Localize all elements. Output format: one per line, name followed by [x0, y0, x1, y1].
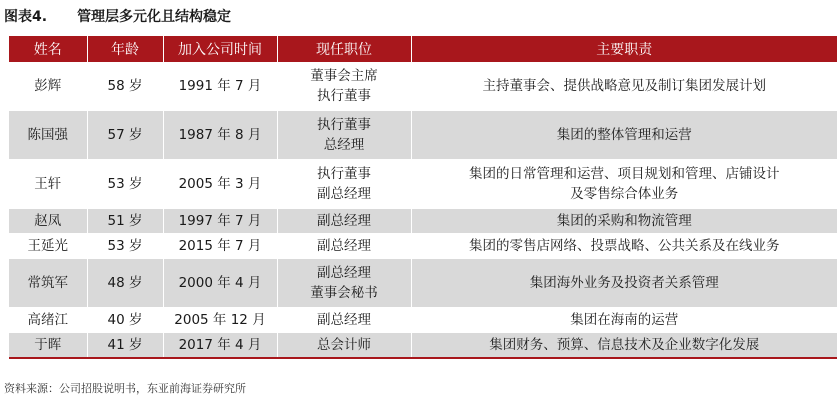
cell-position	[277, 62, 411, 111]
position-line: 执行董事	[317, 88, 371, 104]
table-row	[9, 234, 837, 259]
header-name: 姓名	[9, 36, 87, 62]
cell-position	[277, 209, 411, 234]
position-line: 董事会主席	[310, 68, 378, 84]
table-row	[9, 62, 837, 111]
cell-name: 于晖	[9, 333, 87, 359]
position-line: 副总经理	[317, 186, 371, 202]
cell-age: 51 岁	[87, 209, 163, 234]
cell-joined: 2017 年 4 月	[163, 333, 277, 359]
position-line: 副总经理	[317, 238, 371, 254]
duty-line: 集团的零售店网络、投票战略、公共关系及在线业务	[469, 238, 780, 254]
cell-duty	[411, 62, 837, 111]
cell-duty	[411, 209, 837, 234]
cell-joined: 1991 年 7 月	[163, 62, 277, 111]
table-header-row	[9, 36, 837, 62]
cell-duty	[411, 308, 837, 333]
duty-line: 集团财务、预算、信息技术及企业数字化发展	[489, 337, 760, 353]
cell-position	[277, 160, 411, 209]
position-line: 总经理	[323, 137, 365, 153]
duty-line: 及零售综合体业务	[570, 186, 679, 202]
cell-position	[277, 259, 411, 308]
position-line: 董事会秘书	[310, 285, 378, 301]
header-age: 年龄	[87, 36, 163, 62]
cell-name: 彭辉	[9, 62, 87, 111]
position-line: 总会计师	[317, 337, 371, 353]
position-line: 副总经理	[317, 265, 371, 281]
cell-joined: 2015 年 7 月	[163, 234, 277, 259]
cell-duty	[411, 160, 837, 209]
table-row	[9, 259, 837, 308]
figure-number: 图表4.	[4, 9, 48, 25]
cell-duty	[411, 333, 837, 359]
cell-duty	[411, 259, 837, 308]
duty-line: 集团的整体管理和运营	[556, 127, 692, 143]
source-note: 资料来源：公司招股说明书，东亚前海证券研究所	[4, 382, 246, 395]
cell-joined: 2005 年 3 月	[163, 160, 277, 209]
management-table	[9, 36, 837, 359]
table-row	[9, 333, 837, 359]
duty-line: 集团在海南的运营	[570, 312, 679, 328]
cell-joined: 2000 年 4 月	[163, 259, 277, 308]
cell-joined: 2005 年 12 月	[163, 308, 277, 333]
cell-position	[277, 111, 411, 160]
cell-age: 40 岁	[87, 308, 163, 333]
duty-line: 集团的采购和物流管理	[556, 213, 692, 229]
cell-age: 48 岁	[87, 259, 163, 308]
duty-line: 主持董事会、提供战略意见及制订集团发展计划	[482, 78, 766, 94]
duty-line: 集团的日常管理和运营、项目规划和管理、店铺设计	[469, 166, 780, 182]
header-position: 现任职位	[277, 36, 411, 62]
figure-caption: 管理层多元化且结构稳定	[77, 9, 232, 25]
header-duty: 主要职责	[411, 36, 837, 62]
cell-name: 王延光	[9, 234, 87, 259]
figure-title	[4, 7, 231, 27]
table-row	[9, 209, 837, 234]
position-line: 副总经理	[317, 312, 371, 328]
cell-duty	[411, 111, 837, 160]
cell-position	[277, 333, 411, 359]
cell-name: 陈国强	[9, 111, 87, 160]
cell-age: 41 岁	[87, 333, 163, 359]
position-line: 副总经理	[317, 213, 371, 229]
position-line: 执行董事	[317, 166, 371, 182]
header-joined: 加入公司时间	[163, 36, 277, 62]
duty-line: 集团海外业务及投资者关系管理	[529, 275, 719, 291]
cell-name: 常筑军	[9, 259, 87, 308]
cell-age: 53 岁	[87, 160, 163, 209]
cell-name: 高绪江	[9, 308, 87, 333]
cell-age: 53 岁	[87, 234, 163, 259]
cell-name: 王轩	[9, 160, 87, 209]
position-line: 执行董事	[317, 117, 371, 133]
cell-joined: 1987 年 8 月	[163, 111, 277, 160]
cell-joined: 1997 年 7 月	[163, 209, 277, 234]
cell-age: 57 岁	[87, 111, 163, 160]
cell-position	[277, 308, 411, 333]
cell-name: 赵凤	[9, 209, 87, 234]
cell-position	[277, 234, 411, 259]
cell-duty	[411, 234, 837, 259]
table-row	[9, 160, 837, 209]
cell-age: 58 岁	[87, 62, 163, 111]
table-row	[9, 111, 837, 160]
table-row	[9, 308, 837, 333]
